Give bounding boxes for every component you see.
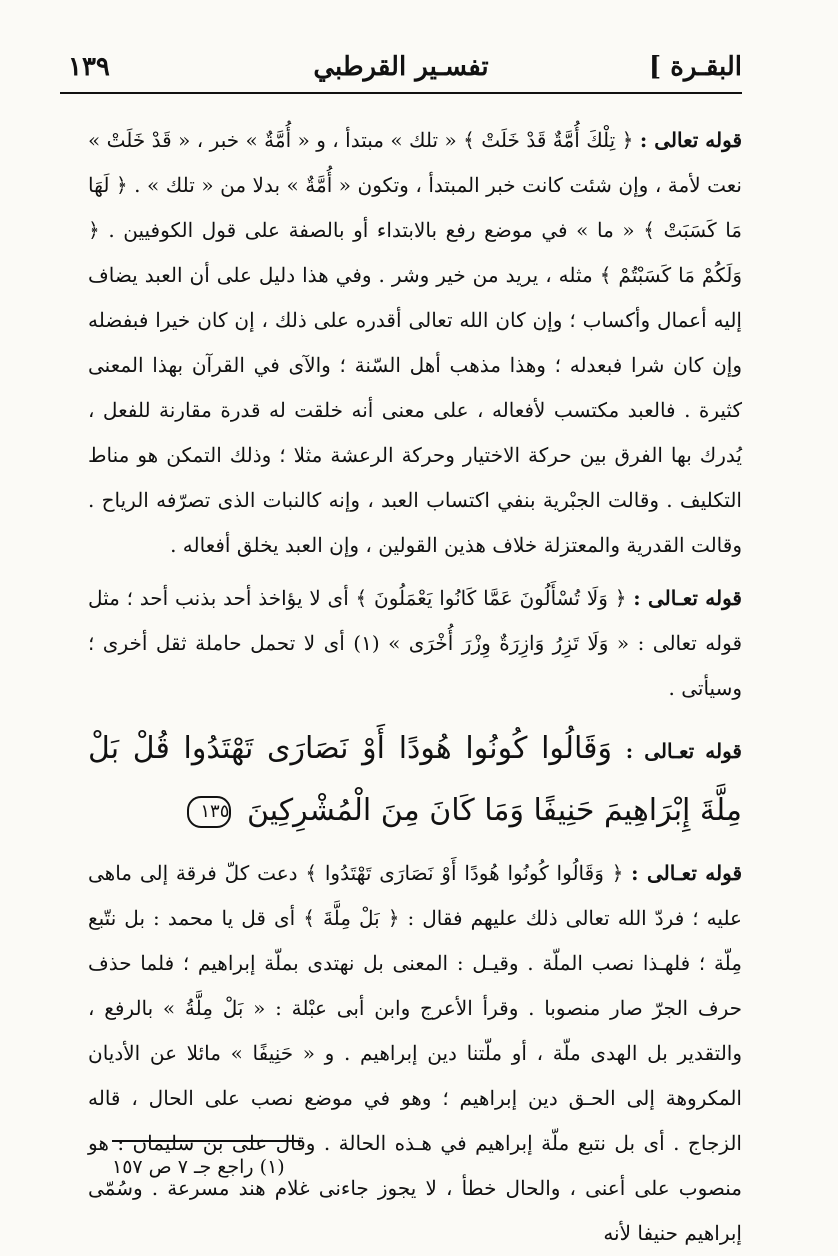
commentary-paragraph bbox=[88, 118, 742, 568]
paragraph-lead: قوله تعـالى : bbox=[633, 586, 742, 610]
page-number: ١٣٩ bbox=[68, 52, 110, 82]
paragraph-text: ﴿ وَقَالُوا كُونُوا هُودًا أَوْ نَصَارَى تَهْتَدُوا ﴾ دعت كلّ فرقة إلى ماهى عليه ؛ فردّ الله تعالى ذلك عليهم فقال : ﴿ بَلْ مِلَّةَ ﴾ أى قل يا محمد : بل نتّبع مِلّة ؛ فلهـذا نصب الملّة . وقيـل : المعنى بل نهتدى بملّة إبراهيم ؛ فلما حذف حرف الجرّ صار منصوبا . وقرأ الأعرج وابن أبى عبْلة : « بَلْ مِلَّةُ » بالرفع ، والتقدير بل الهدى ملّة ، أو ملّتنا دين إبراهيم . و « حَنِيفًا » مائلا عن الأديان المكروهة إلى الحـق دين إبراهيم ؛ وهو في موضع نصب على الحال ، قاله الزجاج . أى بل نتبع ملّة إبراهيم في هـذه الحالة . وقال على بن سليمان : هو منصوب على أعنى ، والحال خطأ ، لا يجوز جاءنى غلام هند مسرعة . وسُمّى إبراهيم حنيفا لأنه bbox=[88, 861, 743, 1245]
footnote-rule bbox=[112, 1140, 302, 1142]
paragraph-lead: قوله تعالى : bbox=[639, 128, 743, 152]
page-body bbox=[88, 118, 742, 1256]
verse-lead: قوله تعـالى : bbox=[625, 739, 742, 763]
paragraph-lead: قوله تعـالى : bbox=[631, 861, 742, 885]
surah-name: البقـرة ] bbox=[648, 52, 742, 82]
book-title: تفسـير القرطبي bbox=[313, 52, 489, 82]
footnote: (١) راجع جـ ٧ ص ١٥٧ bbox=[112, 1156, 285, 1178]
verse-text: وَقَالُوا كُونُوا هُودًا أَوْ نَصَارَى تَهْتَدُوا قُلْ بَلْ مِلَّةَ إِبْرَاهِيمَ حَنِيفًا وَمَا كَانَ مِنَ الْمُشْرِكِينَ bbox=[88, 731, 742, 828]
paragraph-text: ﴿ تِلْكَ أُمَّةٌ قَدْ خَلَتْ ﴾ « تلك » مبتدأ ، و « أُمَّةٌ » خبر ، « قَدْ خَلَتْ » نعت لأمة ، وإن شئت كانت خبر المبتدأ ، وتكون « أُمَّةٌ » بدلا من « تلك » . ﴿ لَهَا مَا كَسَبَتْ ﴾ « ما » في موضع رفع بالابتداء أو بالصفة على قول الكوفيين . ﴿ وَلَكُمْ مَا كَسَبْتُمْ ﴾ مثله ، يريد من خير وشر . وفي هذا دليل على أن العبد يضاف إليه أعمال وأكساب ؛ وإن كان الله تعالى أقدره على ذلك ، إن كان خيرا فبفضله وإن كان شرا فبعدله ؛ وهذا مذهب أهل السّنة ؛ والآى في القرآن بهذا المعنى كثيرة . فالعبد مكتسب لأفعاله ، على معنى أنه خلقت له قدرة مقارنة للفعل ، يُدرك بها الفرق بين حركة الاختيار وحركة الرعشة مثلا ؛ وذلك التمكن هو مناط التكليف . وقالت الجبْرية بنفي اكتساب العبد ، وإنه كالنبات الذى تصرّفه الرياح . وقالت القدرية والمعتزلة خلاف هذين القولين ، وإن العبد يخلق أفعاله . bbox=[88, 128, 742, 557]
running-header bbox=[60, 44, 742, 88]
paragraph-text: ﴿ وَلَا تُسْأَلُونَ عَمَّا كَانُوا يَعْمَلُونَ ﴾ أى لا يؤاخذ أحد بذنب أحد ؛ مثل قوله تعالى : « وَلَا تَزِرُ وَازِرَةٌ وِزْرَ أُخْرَى » (١) أى لا تحمل حاملة ثقل أخرى ؛ وسيأتى . bbox=[88, 586, 743, 700]
header-rule bbox=[60, 92, 742, 94]
commentary-paragraph bbox=[88, 851, 742, 1256]
ayah-number-marker: ١٣٥ bbox=[187, 796, 231, 828]
commentary-paragraph bbox=[88, 576, 742, 711]
quran-verse bbox=[88, 719, 742, 841]
